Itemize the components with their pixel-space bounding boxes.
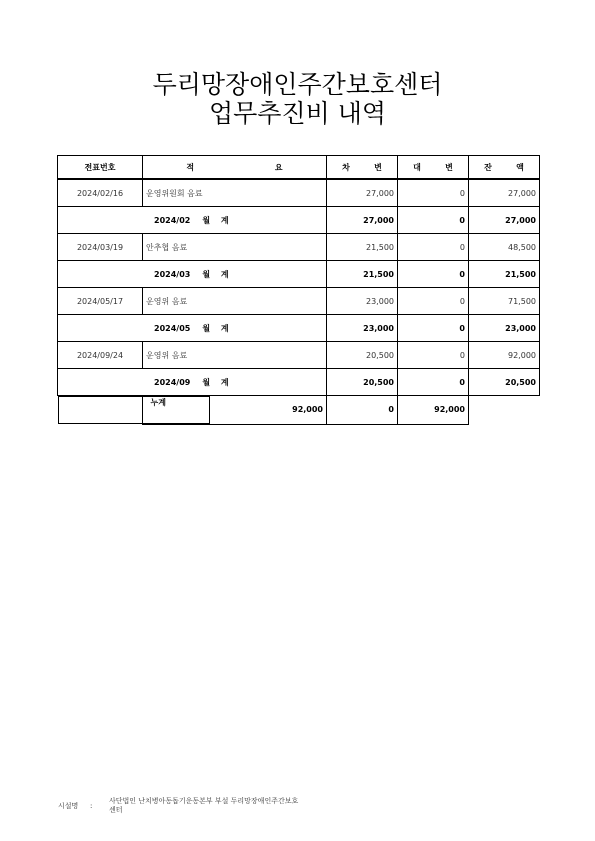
- table-row: [58, 342, 540, 369]
- col-summary-right: 요: [274, 162, 283, 172]
- col-balance-left: 잔: [484, 162, 492, 172]
- facility-separator: :: [90, 802, 93, 810]
- subtotal-month: 2024/05: [154, 323, 191, 333]
- col-summary: [143, 156, 327, 180]
- cell-credit: 0: [398, 261, 469, 288]
- col-credit-right: 변: [445, 162, 453, 172]
- monthly-subtotal-row: [58, 207, 540, 234]
- col-debit-right: 변: [374, 162, 382, 172]
- cell-balance: 71,500: [469, 288, 540, 315]
- col-summary-left: 적: [186, 162, 195, 172]
- cell-credit: 0: [398, 207, 469, 234]
- cell-debit: 27,000: [327, 179, 398, 207]
- cell-date: 2024/09/24: [58, 342, 143, 369]
- cell-debit: 23,000: [327, 315, 398, 342]
- col-credit-left: 대: [413, 162, 421, 172]
- cell-credit: 0: [398, 179, 469, 207]
- table-header-row: [58, 156, 540, 180]
- cell-date: 2024/03/19: [58, 234, 143, 261]
- subtotal-suffix: 월 계: [202, 269, 233, 279]
- cell-balance: 23,000: [469, 315, 540, 342]
- monthly-subtotal-row: [58, 315, 540, 342]
- subtotal-suffix: 월 계: [202, 323, 233, 333]
- subtotal-label: [58, 315, 327, 342]
- page-subtitle: 업무추진비 내역: [209, 99, 386, 128]
- subtotal-suffix: 월 계: [202, 215, 233, 225]
- cumulative-total-row: [58, 396, 540, 425]
- table-row: [58, 179, 540, 207]
- cell-credit: 0: [398, 315, 469, 342]
- subtotal-month: 2024/09: [154, 377, 191, 387]
- subtotal-label: [58, 369, 327, 396]
- page-title: 두리망장애인주간보호센터: [152, 70, 443, 99]
- cell-debit: 23,000: [327, 288, 398, 315]
- col-balance-right: 액: [516, 162, 524, 172]
- subtotal-month: 2024/02: [154, 215, 191, 225]
- cell-desc: 안추협 음료: [143, 234, 327, 261]
- col-slip-no: 전표번호: [58, 156, 143, 180]
- cell-credit: 0: [398, 342, 469, 369]
- col-credit: [398, 156, 469, 180]
- cell-date: 2024/02/16: [58, 179, 143, 207]
- cell-desc: 운영위 음료: [143, 288, 327, 315]
- subtotal-label: [58, 261, 327, 288]
- cell-credit: 0: [398, 369, 469, 396]
- facility-label: 시설명: [58, 802, 79, 810]
- table-row: [58, 288, 540, 315]
- subtotal-label: [58, 207, 327, 234]
- total-label-left: 누: [150, 398, 159, 407]
- cell-debit: 20,500: [327, 342, 398, 369]
- col-balance: [469, 156, 540, 180]
- subtotal-month: 2024/03: [154, 269, 191, 279]
- table-row: [58, 234, 540, 261]
- cell-date: 2024/05/17: [58, 288, 143, 315]
- cell-debit: 92,000: [143, 396, 327, 425]
- cell-balance: 48,500: [469, 234, 540, 261]
- cell-balance: 27,000: [469, 179, 540, 207]
- col-debit: [327, 156, 398, 180]
- cell-debit: 20,500: [327, 369, 398, 396]
- total-label-right: 계: [158, 398, 166, 407]
- monthly-subtotal-row: [58, 261, 540, 288]
- cell-desc: 운영위 음료: [143, 342, 327, 369]
- expense-ledger-table: [57, 155, 540, 425]
- cell-balance: 27,000: [469, 207, 540, 234]
- monthly-subtotal-row: [58, 369, 540, 396]
- cell-balance: 92,000: [398, 396, 469, 425]
- facility-name: 사단법인 난치병아동돕기운동본부 부설 두리망장애인주간보호센터: [109, 797, 299, 814]
- cell-balance: 21,500: [469, 261, 540, 288]
- cell-balance: 92,000: [469, 342, 540, 369]
- cell-debit: 21,500: [327, 234, 398, 261]
- cell-credit: 0: [327, 396, 398, 425]
- subtotal-suffix: 월 계: [202, 377, 233, 387]
- col-debit-left: 차: [342, 162, 350, 172]
- cell-credit: 0: [398, 234, 469, 261]
- cell-credit: 0: [398, 288, 469, 315]
- cell-debit: 21,500: [327, 261, 398, 288]
- cell-desc: 운영위원회 음료: [143, 179, 327, 207]
- cell-debit: 27,000: [327, 207, 398, 234]
- cell-balance: 20,500: [469, 369, 540, 396]
